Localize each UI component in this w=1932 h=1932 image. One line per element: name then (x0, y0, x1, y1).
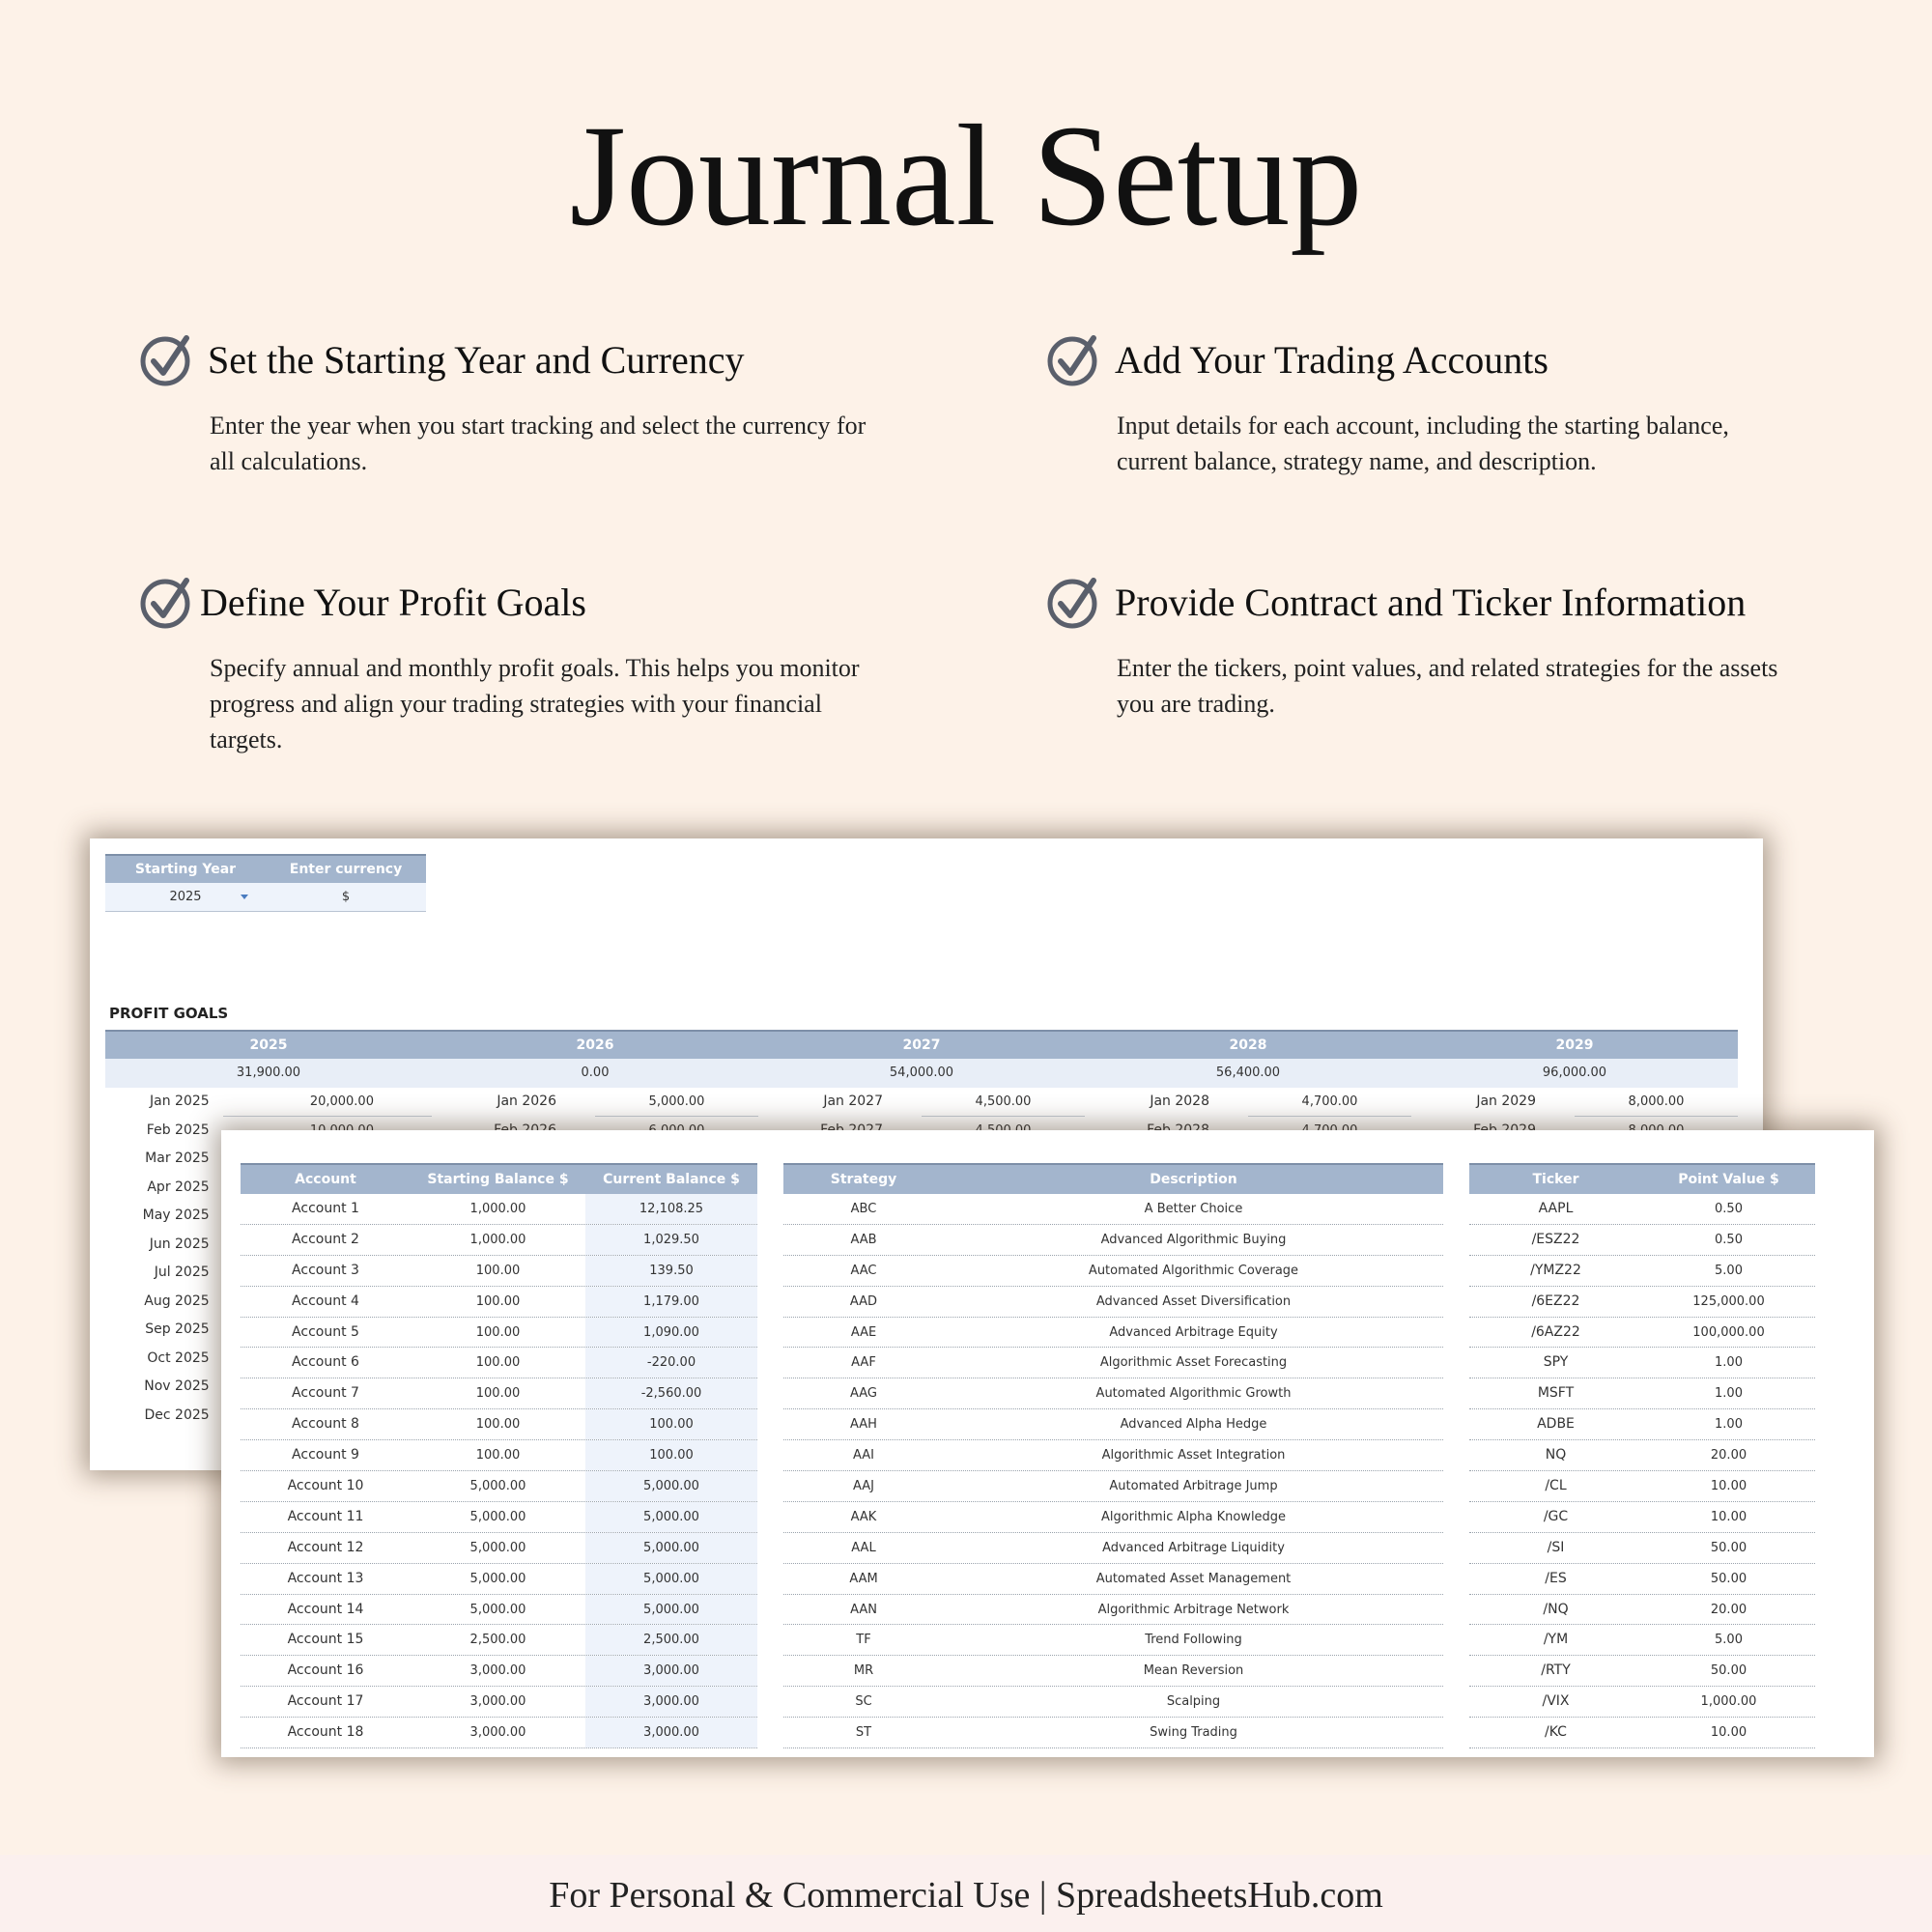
feature-heading: Set the Starting Year and Currency (208, 337, 745, 382)
month-label: Jan 2028 (1150, 1094, 1209, 1109)
ticker-symbol[interactable]: /VIX (1542, 1693, 1570, 1710)
table-row (1469, 1318, 1815, 1349)
year-header: 2027 (902, 1037, 941, 1053)
ticker-symbol[interactable]: /NQ (1543, 1601, 1569, 1617)
current-balance: 1,179.00 (585, 1287, 757, 1317)
table-row (1469, 1256, 1815, 1287)
starting-balance[interactable]: 100.00 (475, 1386, 521, 1402)
feature-ticker-info (1047, 575, 1781, 722)
checkmark-icon (1047, 332, 1101, 386)
currency-header: Enter currency (289, 862, 403, 877)
strategy-description[interactable]: Automated Arbitrage Jump (1109, 1479, 1278, 1494)
strategy-code[interactable]: AAM (849, 1571, 878, 1586)
starting-year-header: Starting Year (134, 862, 237, 877)
strategy-code[interactable]: AAE (850, 1324, 877, 1340)
starting-balance[interactable]: 3,000.00 (469, 1725, 526, 1741)
table-row (783, 1471, 1443, 1502)
strategy-code[interactable]: AAK (850, 1509, 877, 1524)
strategy-description[interactable]: Mean Reversion (1143, 1663, 1244, 1679)
point-value[interactable]: 1,000.00 (1700, 1694, 1757, 1710)
current-balance: 5,000.00 (585, 1471, 757, 1501)
month-label: Apr 2025 (147, 1179, 210, 1195)
month-label: Aug 2025 (144, 1293, 210, 1309)
strategy-code[interactable]: ABC (850, 1202, 877, 1216)
ticker-symbol[interactable]: /YM (1543, 1632, 1569, 1648)
table-row (241, 1625, 757, 1656)
strategy-description[interactable]: Algorithmic Asset Integration (1101, 1448, 1286, 1463)
table-row (1469, 1625, 1815, 1656)
point-value[interactable]: 0.50 (1715, 1232, 1743, 1247)
strategy-header: Strategy (830, 1172, 897, 1187)
point-value[interactable]: 1.00 (1715, 1417, 1743, 1433)
table-row (241, 1256, 757, 1287)
ticker-symbol[interactable]: /6EZ22 (1531, 1293, 1580, 1309)
year-total[interactable]: 96,000.00 (1542, 1065, 1607, 1080)
strategy-description[interactable]: Algorithmic Asset Forecasting (1099, 1355, 1288, 1371)
strategy-code[interactable]: AAI (853, 1448, 874, 1463)
year-total[interactable]: 56,400.00 (1215, 1065, 1281, 1080)
strategy-code[interactable]: AAH (850, 1417, 877, 1433)
ticker-symbol[interactable]: /RTY (1541, 1662, 1571, 1679)
feature-profit-goals (140, 575, 874, 757)
feature-heading: Add Your Trading Accounts (1115, 337, 1548, 382)
feature-text: Specify annual and monthly profit goals. This helps you monitor progress and align your trading strategies with your financial targets. (210, 654, 860, 753)
month-label: Jan 2026 (497, 1094, 556, 1109)
table-row (241, 1533, 757, 1564)
table-row (783, 1564, 1443, 1595)
table-row (1469, 1687, 1815, 1718)
strategy-description[interactable]: Swing Trading (1150, 1725, 1237, 1741)
account-name[interactable]: Account 4 (292, 1293, 359, 1309)
account-name[interactable]: Account 17 (287, 1693, 364, 1710)
starting-balance[interactable]: 100.00 (475, 1263, 521, 1278)
starting-year-value: 2025 (169, 890, 202, 904)
dropdown-arrow-icon[interactable] (241, 895, 248, 899)
accounts-sheet (221, 1130, 1874, 1757)
table-row (1469, 1564, 1815, 1595)
point-value[interactable]: 10.00 (1710, 1479, 1747, 1494)
profit-goals-years (105, 1030, 1738, 1059)
feature-heading: Define Your Profit Goals (200, 580, 586, 624)
checkmark-icon (140, 575, 194, 629)
table-row (1469, 1287, 1815, 1318)
point-value[interactable]: 50.00 (1710, 1571, 1747, 1586)
strategy-description[interactable]: Automated Algorithmic Coverage (1088, 1263, 1299, 1278)
ticker-symbol[interactable]: /ES (1545, 1570, 1567, 1586)
table-row (1469, 1348, 1815, 1378)
account-name[interactable]: Account 15 (287, 1632, 364, 1648)
month-goal (432, 1088, 758, 1117)
starting-balance[interactable]: 100.00 (475, 1293, 521, 1309)
table-row (1469, 1502, 1815, 1533)
starting-balance[interactable]: 2,500.00 (469, 1633, 526, 1648)
point-value[interactable]: 1.00 (1715, 1386, 1743, 1402)
table-row (241, 1440, 757, 1471)
current-balance: 2,500.00 (585, 1625, 757, 1655)
point-value[interactable]: 20.00 (1710, 1602, 1747, 1617)
current-balance: 3,000.00 (585, 1687, 757, 1717)
ticker-symbol[interactable]: ADBE (1537, 1416, 1575, 1433)
table-row (783, 1687, 1443, 1718)
strategy-description[interactable]: Automated Algorithmic Growth (1095, 1386, 1292, 1402)
ticker-symbol[interactable]: NQ (1545, 1447, 1567, 1463)
month-goal (1411, 1088, 1738, 1117)
table-row (1469, 1440, 1815, 1471)
point-value[interactable]: 100,000.00 (1692, 1324, 1765, 1340)
table-row (241, 1225, 757, 1256)
account-name[interactable]: Account 3 (292, 1262, 359, 1278)
strategy-description[interactable]: Advanced Algorithmic Buying (1100, 1232, 1287, 1247)
monthly-goal-row (105, 1088, 1738, 1117)
month-label: Feb 2025 (146, 1122, 210, 1138)
description-header: Description (1150, 1172, 1237, 1187)
starting-balance[interactable]: 100.00 (475, 1448, 521, 1463)
checkmark-icon (140, 332, 194, 386)
month-label: Jun 2025 (149, 1236, 210, 1252)
starting-balance[interactable]: 100.00 (475, 1417, 521, 1433)
table-row (783, 1440, 1443, 1471)
ticker-symbol[interactable]: /CL (1545, 1478, 1567, 1494)
table-row (1469, 1194, 1815, 1225)
strategy-code[interactable]: TF (856, 1633, 871, 1648)
month-goal-value[interactable]: 4,700.00 (1248, 1088, 1411, 1117)
point-value[interactable]: 50.00 (1710, 1540, 1747, 1555)
strategy-description[interactable]: Advanced Alpha Hedge (1120, 1417, 1267, 1433)
table-row (783, 1409, 1443, 1440)
current-balance: -2,560.00 (585, 1378, 757, 1408)
year-header: 2028 (1229, 1037, 1267, 1053)
table-row (783, 1194, 1443, 1225)
current-balance: 5,000.00 (585, 1595, 757, 1625)
table-row (783, 1533, 1443, 1564)
month-label: Oct 2025 (147, 1350, 210, 1366)
strategy-code[interactable]: AAB (850, 1232, 877, 1247)
account-name[interactable]: Account 13 (287, 1570, 364, 1586)
table-row (241, 1718, 757, 1748)
month-goal-value[interactable]: 20,000.00 (223, 1088, 432, 1117)
table-row (241, 1687, 757, 1718)
month-goal-value[interactable]: 4,500.00 (922, 1088, 1085, 1117)
ticker-symbol[interactable]: /YMZ22 (1530, 1262, 1581, 1278)
table-row (1469, 1656, 1815, 1687)
starting-balance[interactable]: 5,000.00 (469, 1509, 526, 1524)
account-name[interactable]: Account 8 (292, 1416, 359, 1433)
table-row (241, 1656, 757, 1687)
ticker-symbol[interactable]: /GC (1543, 1508, 1569, 1524)
account-name[interactable]: Account 9 (292, 1447, 359, 1463)
month-label: Jan 2027 (823, 1094, 883, 1109)
current-balance: 12,108.25 (585, 1194, 757, 1224)
feature-text: Enter the tickers, point values, and related strategies for the assets you are trading. (1117, 654, 1778, 718)
strategies-table (783, 1163, 1443, 1748)
table-row (783, 1318, 1443, 1349)
strategy-description[interactable]: Automated Asset Management (1095, 1571, 1292, 1586)
point-value[interactable]: 0.50 (1715, 1202, 1743, 1216)
current-balance: 5,000.00 (585, 1533, 757, 1563)
feature-starting-year (140, 332, 874, 479)
year-total[interactable]: 31,900.00 (236, 1065, 301, 1080)
year-header: 2026 (576, 1037, 614, 1053)
point-value[interactable]: 10.00 (1710, 1509, 1747, 1524)
current-balance: 100.00 (585, 1440, 757, 1470)
year-total[interactable]: 54,000.00 (889, 1065, 954, 1080)
year-header: 2029 (1555, 1037, 1594, 1053)
current-balance: 5,000.00 (585, 1564, 757, 1594)
table-row (241, 1318, 757, 1349)
starting-balance[interactable]: 1,000.00 (469, 1202, 526, 1216)
table-row (783, 1656, 1443, 1687)
ticker-header: Ticker (1532, 1172, 1579, 1187)
month-label: May 2025 (142, 1208, 210, 1223)
ticker-symbol[interactable]: /KC (1545, 1724, 1567, 1741)
starting-balance[interactable]: 5,000.00 (469, 1540, 526, 1555)
strategy-description[interactable]: Algorithmic Arbitrage Network (1097, 1602, 1290, 1617)
point-value[interactable]: 10.00 (1710, 1725, 1747, 1741)
strategy-code[interactable]: AAL (851, 1540, 876, 1555)
account-name[interactable]: Account 7 (292, 1385, 359, 1402)
starting-balance[interactable]: 100.00 (475, 1355, 521, 1371)
strategy-code[interactable]: AAJ (853, 1479, 874, 1494)
point-value[interactable]: 125,000.00 (1692, 1293, 1765, 1309)
month-goal (105, 1088, 432, 1117)
current-balance: 139.50 (585, 1256, 757, 1286)
feature-text: Enter the year when you start tracking and select the currency for all calculations. (210, 412, 867, 475)
strategy-description[interactable]: Scalping (1166, 1694, 1221, 1710)
tickers-table (1469, 1163, 1815, 1748)
starting-balance[interactable]: 3,000.00 (469, 1694, 526, 1710)
table-row (241, 1194, 757, 1225)
account-header: Account (295, 1172, 356, 1187)
current-balance: 100.00 (585, 1409, 757, 1439)
table-row (241, 1595, 757, 1626)
feature-text: Input details for each account, including the starting balance, current balance, strategy name, and description. (1117, 412, 1729, 475)
strategy-code[interactable]: AAC (850, 1263, 877, 1278)
table-row (1469, 1409, 1815, 1440)
current-balance: 3,000.00 (585, 1656, 757, 1686)
checkmark-icon (1047, 575, 1101, 629)
month-label: Dec 2025 (144, 1406, 210, 1423)
table-row (241, 1378, 757, 1409)
starting-balance[interactable]: 5,000.00 (469, 1571, 526, 1586)
account-name[interactable]: Account 14 (287, 1601, 364, 1617)
current-balance: -220.00 (585, 1348, 757, 1378)
strategy-description[interactable]: Advanced Arbitrage Equity (1109, 1324, 1278, 1340)
strategy-description[interactable]: Algorithmic Alpha Knowledge (1100, 1509, 1287, 1524)
starting-balance[interactable]: 5,000.00 (469, 1602, 526, 1617)
ticker-symbol[interactable]: SPY (1543, 1354, 1569, 1371)
starting-balance[interactable]: 1,000.00 (469, 1232, 526, 1247)
current-balance: 3,000.00 (585, 1718, 757, 1747)
profit-goals-totals (105, 1059, 1738, 1088)
account-name[interactable]: Account 1 (292, 1201, 359, 1216)
ticker-symbol[interactable]: AAPL (1538, 1201, 1574, 1216)
point-value[interactable]: 5.00 (1715, 1263, 1743, 1278)
month-label: Sep 2025 (145, 1321, 210, 1337)
table-row (241, 1564, 757, 1595)
strategy-code[interactable]: AAG (850, 1386, 877, 1402)
strategy-description[interactable]: Trend Following (1145, 1633, 1242, 1648)
profit-goals-title: PROFIT GOALS (109, 1005, 229, 1022)
current-balance-header: Current Balance $ (603, 1172, 740, 1187)
table-row (1469, 1533, 1815, 1564)
current-balance: 1,090.00 (585, 1318, 757, 1348)
account-name[interactable]: Account 5 (292, 1323, 359, 1340)
ticker-symbol[interactable]: /6AZ22 (1531, 1323, 1580, 1340)
ticker-symbol[interactable]: /ESZ22 (1531, 1231, 1580, 1247)
feature-trading-accounts (1047, 332, 1781, 479)
month-label: Jan 2025 (150, 1094, 210, 1109)
table-row (783, 1378, 1443, 1409)
current-balance: 5,000.00 (585, 1502, 757, 1532)
current-balance: 1,029.50 (585, 1225, 757, 1255)
table-row (783, 1625, 1443, 1656)
account-name[interactable]: Account 2 (292, 1231, 359, 1247)
table-row (241, 1409, 757, 1440)
point-value[interactable]: 50.00 (1710, 1663, 1747, 1679)
month-goal (1085, 1088, 1411, 1117)
account-name[interactable]: Account 6 (292, 1354, 359, 1371)
accounts-table (241, 1163, 757, 1748)
setup-table (105, 854, 426, 912)
table-row (1469, 1378, 1815, 1409)
month-goal-value[interactable]: 8,000.00 (1575, 1088, 1738, 1117)
year-total[interactable]: 0.00 (581, 1065, 610, 1080)
table-row (241, 1471, 757, 1502)
table-row (783, 1718, 1443, 1748)
table-row (241, 1287, 757, 1318)
year-header: 2025 (249, 1037, 288, 1053)
table-row (241, 1502, 757, 1533)
table-row (241, 1348, 757, 1378)
starting-balance[interactable]: 3,000.00 (469, 1663, 526, 1679)
strategy-description[interactable]: Advanced Arbitrage Liquidity (1102, 1540, 1285, 1555)
table-row (783, 1348, 1443, 1378)
table-row (1469, 1595, 1815, 1626)
table-row (783, 1595, 1443, 1626)
starting-balance[interactable]: 5,000.00 (469, 1479, 526, 1494)
month-goal-value[interactable]: 5,000.00 (595, 1088, 758, 1117)
account-name[interactable]: Account 10 (287, 1478, 364, 1494)
month-label: Nov 2025 (144, 1378, 210, 1394)
table-row (1469, 1225, 1815, 1256)
starting-year-select[interactable] (105, 883, 266, 911)
table-row (783, 1256, 1443, 1287)
starting-balance[interactable]: 100.00 (475, 1324, 521, 1340)
strategy-code[interactable]: AAD (849, 1293, 878, 1309)
table-row (783, 1225, 1443, 1256)
ticker-symbol[interactable]: /SI (1547, 1539, 1565, 1555)
feature-heading: Provide Contract and Ticker Information (1115, 580, 1747, 624)
account-name[interactable]: Account 11 (287, 1508, 364, 1524)
strategy-description[interactable]: A Better Choice (1144, 1202, 1243, 1216)
currency-input[interactable]: $ (341, 890, 351, 904)
strategy-code[interactable]: AAF (851, 1355, 876, 1371)
point-value[interactable]: 20.00 (1710, 1448, 1747, 1463)
month-goal (758, 1088, 1085, 1117)
starting-balance-header: Starting Balance $ (427, 1172, 569, 1187)
page-title: Journal Setup (569, 96, 1363, 256)
point-value[interactable]: 5.00 (1715, 1633, 1743, 1648)
footer: For Personal & Commercial Use | SpreadsheetsHub.com (0, 1855, 1932, 1932)
strategy-code[interactable]: AAN (850, 1602, 877, 1617)
strategy-description[interactable]: Advanced Asset Diversification (1095, 1293, 1292, 1309)
account-name[interactable]: Account 16 (287, 1662, 364, 1679)
table-row (1469, 1718, 1815, 1748)
strategy-code[interactable]: ST (855, 1725, 872, 1741)
strategy-code[interactable]: MR (853, 1663, 874, 1679)
month-label: Jul 2025 (154, 1264, 210, 1280)
point-value[interactable]: 1.00 (1715, 1355, 1743, 1371)
strategy-code[interactable]: SC (855, 1694, 872, 1710)
table-row (1469, 1471, 1815, 1502)
table-row (783, 1287, 1443, 1318)
month-label: Mar 2025 (145, 1151, 210, 1166)
account-name[interactable]: Account 12 (287, 1539, 364, 1555)
point-value-header: Point Value $ (1678, 1172, 1779, 1187)
table-row (783, 1502, 1443, 1533)
account-name[interactable]: Account 18 (287, 1724, 364, 1741)
month-label: Jan 2029 (1476, 1094, 1536, 1109)
ticker-symbol[interactable]: MSFT (1537, 1385, 1575, 1402)
